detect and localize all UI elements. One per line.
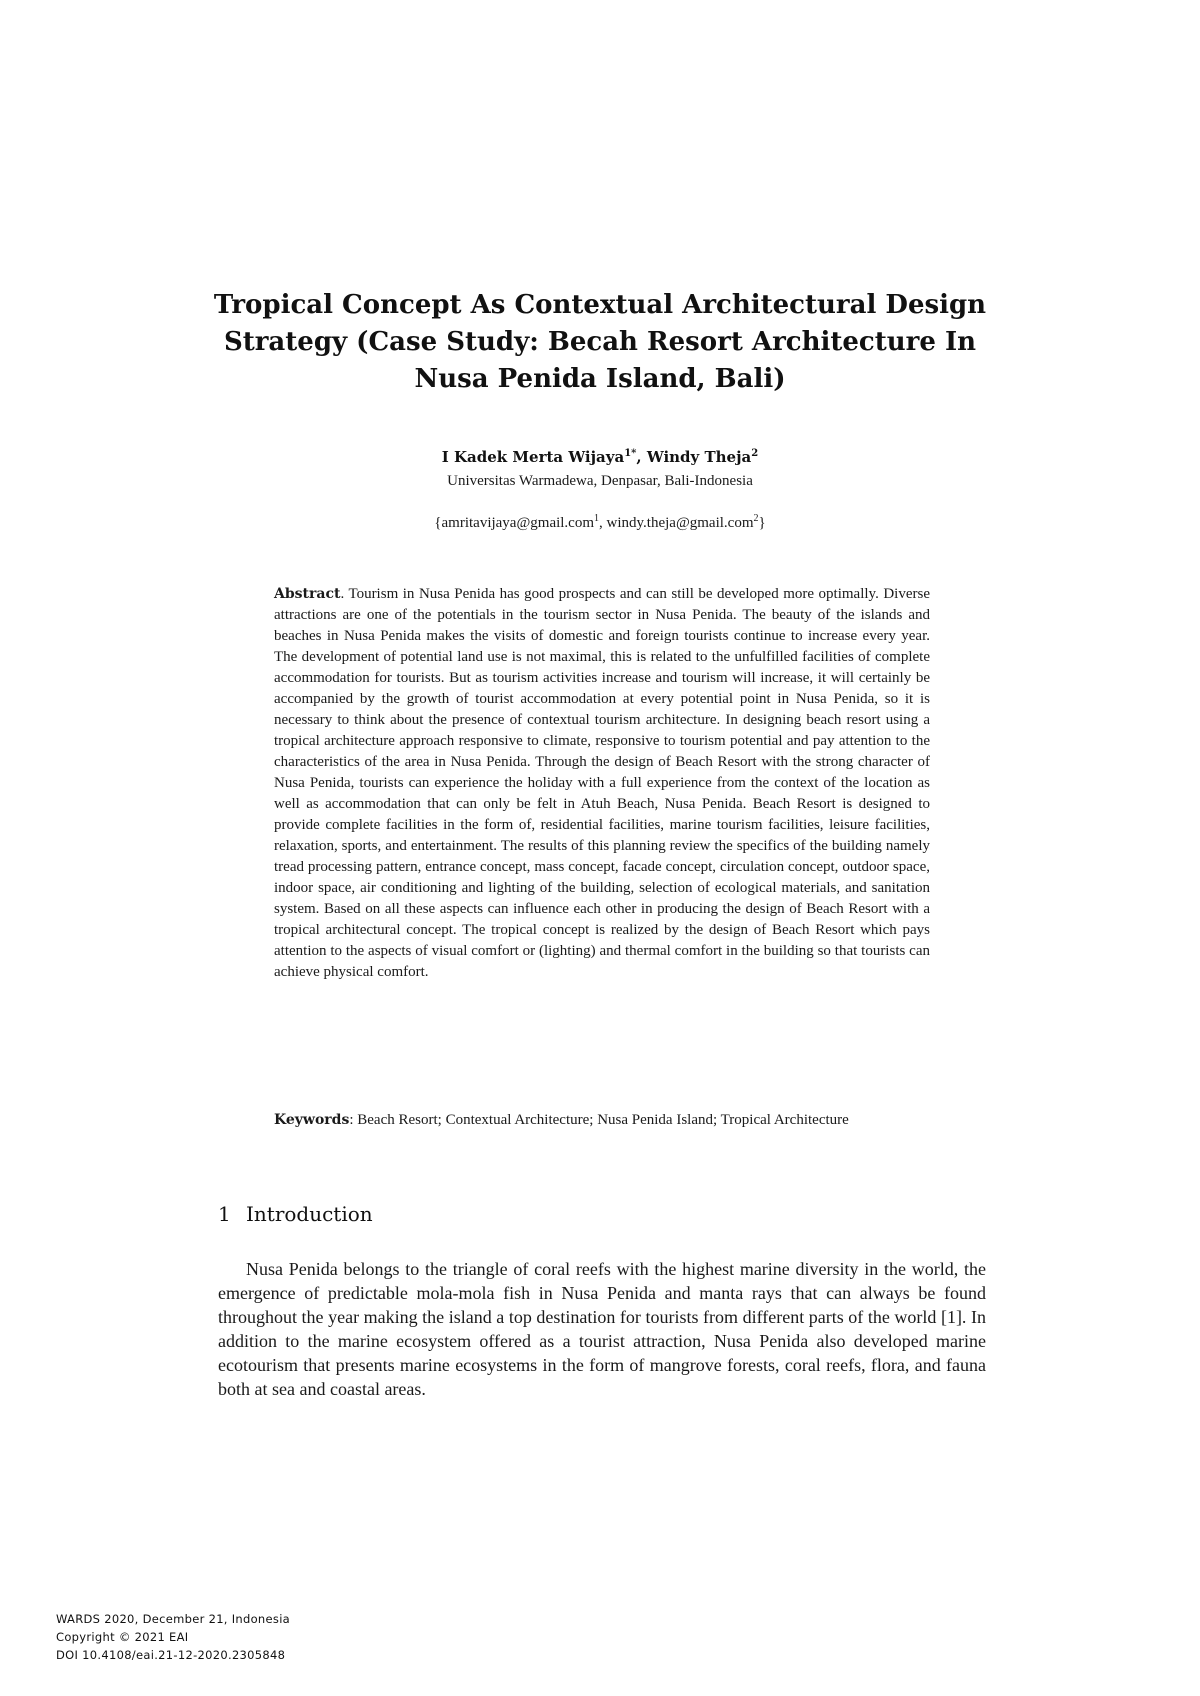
- abstract-text: . Tourism in Nusa Penida has good prospects and can still be developed more optimally. Diverse attractions are one of the potentials in the tourism sector in Nusa Penida. The beauty of the islands and beaches in Nusa Penida makes the visits of domestic and foreign tourists continue to increase every year. The development of potential land use is not maximal, this is related to the unfulfilled facilities of complete accommodation for tourists. But as tourism activities increase and tourism will increase, it will certainly be accompanied by the growth of tourist accommodation at every potential point in Nusa Penida, so it is necessary to think about the presence of contextual tourism architecture. In designing beach resort using a tropical architecture approach responsive to climate, responsive to tourism potential and pay attention to the characteristics of the area in Nusa Penida. Through the design of Beach Resort with the strong character of Nusa Penida, tourists can experience the holiday with a full experience from the context of the location as well as accommodation that can only be felt in Atuh Beach, Nusa Penida. Beach Resort is designed to provide complete facilities in the form of, residential facilities, marine tourism facilities, leisure facilities, relaxation, sports, and entertainment. The results of this planning review the specifics of the building namely tread processing pattern, entrance concept, mass concept, facade concept, circulation concept, outdoor space, indoor space, air conditioning and lighting of the building, selection of ecological materials, and sanitation system. Based on all these aspects can influence each other in producing the design of Beach Resort with a tropical architectural concept. The tropical concept is realized by the design of Beach Resort which pays attention to the aspects of visual comfort or (lighting) and thermal comfort in the building so that tourists can achieve physical comfort.: [274, 586, 930, 980]
- author-emails: [200, 513, 1000, 533]
- email-mark: 1: [594, 513, 600, 524]
- author-affiliation-mark: 2: [751, 448, 759, 459]
- page-footer: [56, 1610, 290, 1664]
- paper-title: Tropical Concept As Contextual Architectural Design Strategy (Case Study: Becah Resort Architecture In Nusa Penida Island, Bali): [213, 290, 987, 394]
- email-link[interactable]: windy.theja@gmail.com: [606, 515, 754, 531]
- doi: DOI 10.4108/eai.21-12-2020.2305848: [56, 1648, 286, 1662]
- email-link[interactable]: amritavijaya@gmail.com: [441, 515, 595, 531]
- author-name: Windy Theja: [646, 448, 752, 466]
- conference-info: WARDS 2020, December 21, Indonesia: [56, 1612, 291, 1626]
- section-title: Introduction: [246, 1202, 373, 1226]
- keywords-text: : Beach Resort; Contextual Architecture; Nusa Penida Island; Tropical Architecture: [349, 1112, 849, 1128]
- email-separator: ,: [599, 515, 607, 531]
- author-affiliation: Universitas Warmadewa, Denpasar, Bali-Indonesia: [447, 473, 753, 489]
- section-heading: [218, 1201, 373, 1227]
- author-separator: ,: [636, 448, 647, 466]
- author-affiliation-mark: 1*: [624, 448, 637, 459]
- author-line: [200, 447, 1000, 467]
- email-brace-close: }: [758, 515, 766, 531]
- keywords: [274, 1110, 930, 1131]
- email-mark: 2: [753, 513, 759, 524]
- abstract: [274, 584, 930, 983]
- abstract-label: Abstract: [274, 586, 341, 602]
- intro-paragraph: Nusa Penida belongs to the triangle of coral reefs with the highest marine diversity in the world, the emergence of predictable mola-mola fish in Nusa Penida and manta rays that can always be found throughout the year making the island a top destination for tourists from different parts of the world [1]. In addition to the marine ecosystem offered as a tourist attraction, Nusa Penida also developed marine ecotourism that presents marine ecosystems in the form of mangrove forests, coral reefs, flora, and fauna both at sea and coastal areas.: [218, 1259, 986, 1399]
- copyright-notice: Copyright © 2021 EAI: [56, 1630, 189, 1644]
- keywords-label: Keywords: [274, 1112, 350, 1128]
- author-name: I Kadek Merta Wijaya: [441, 448, 625, 466]
- section-number: 1: [218, 1202, 231, 1226]
- email-brace-open: {: [434, 515, 442, 531]
